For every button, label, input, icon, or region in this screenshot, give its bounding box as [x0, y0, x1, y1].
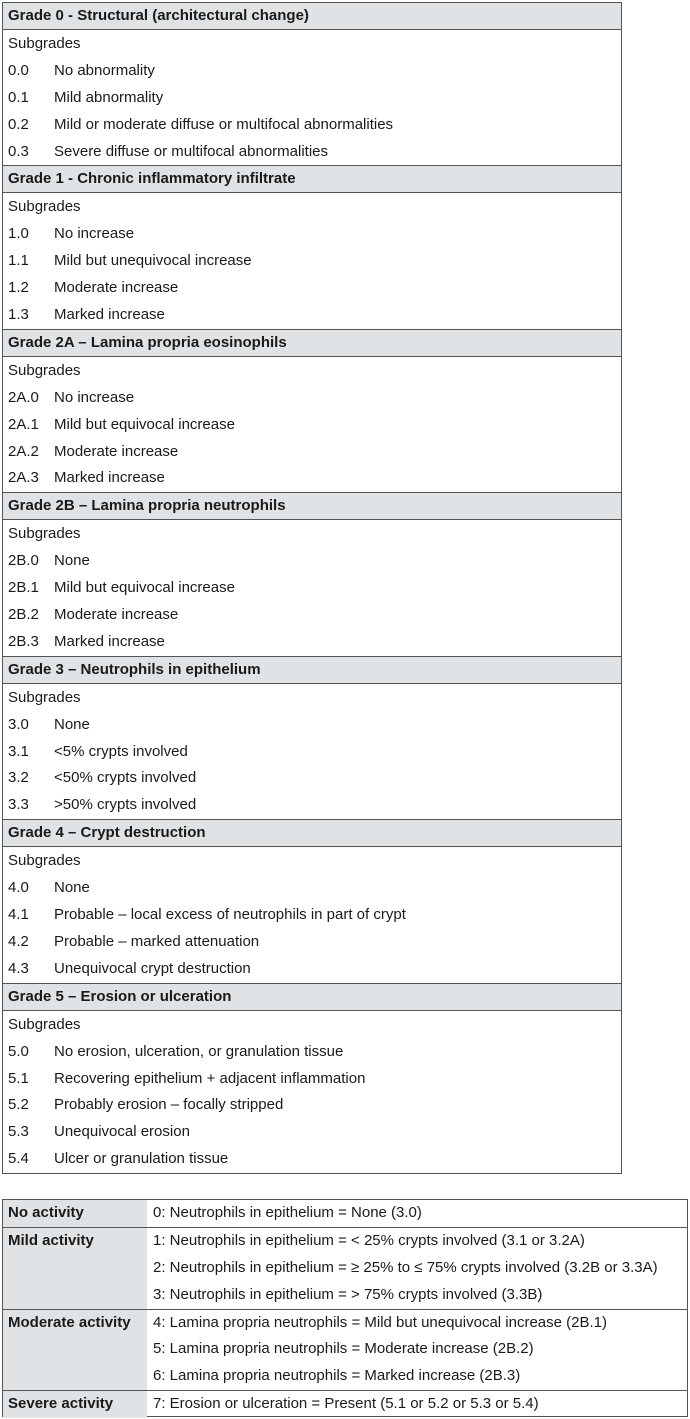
subgrade-row: [3, 956, 621, 983]
subgrade-code: 2B.2: [8, 606, 39, 624]
subgrade-code: 0.3: [8, 142, 29, 160]
activity-item: 3: Neutrophils in epithelium = > 75% crypts involved (3.3B): [153, 1285, 543, 1303]
subgrade-code: 3.1: [8, 742, 29, 760]
subgrade-code: 5.3: [8, 1123, 29, 1141]
subgrade-text: None: [54, 715, 90, 733]
activity-group: [3, 1227, 687, 1309]
subgrade-text: Recovering epithelium + adjacent inflammation: [54, 1069, 366, 1087]
subgrade-text: Severe diffuse or multifocal abnormalities: [54, 142, 329, 160]
grade-body: [3, 30, 621, 165]
subgrade-code: 2B.3: [8, 632, 39, 650]
subgrade-code: 2B.0: [8, 552, 39, 570]
subgrade-code: 3.3: [8, 796, 29, 814]
subgrade-text: Mild but unequivocal increase: [54, 252, 252, 270]
grade-header: Grade 2B – Lamina propria neutrophils: [3, 492, 621, 520]
subgrade-code: 1.1: [8, 252, 29, 270]
subgrade-code: 4.2: [8, 932, 29, 950]
subgrade-text: Probable – local excess of neutrophils in part of crypt: [54, 906, 406, 924]
grade-block: [3, 656, 621, 819]
subgrade-row: [3, 85, 621, 112]
subgrade-text: Mild but equivocal increase: [54, 579, 235, 597]
grade-body: [3, 847, 621, 982]
subgrade-text: Probably erosion – focally stripped: [54, 1096, 284, 1114]
grade-body: [3, 520, 621, 655]
subgrade-row: [3, 1092, 621, 1119]
activity-group: [3, 1200, 687, 1227]
grade-header: Grade 4 – Crypt destruction: [3, 819, 621, 847]
activity-item: 6: Lamina propria neutrophils = Marked increase (2B.3): [153, 1367, 521, 1385]
subgrade-text: Unequivocal erosion: [54, 1123, 190, 1141]
activity-item: 7: Erosion or ulceration = Present (5.1 or 5.2 or 5.3 or 5.4): [153, 1395, 539, 1413]
subgrade-text: Ulcer or granulation tissue: [54, 1150, 229, 1168]
subgrade-code: 2A.0: [8, 388, 39, 406]
subgrade-code: 5.0: [8, 1042, 29, 1060]
activity-items: [147, 1310, 687, 1391]
grade-body: [3, 684, 621, 819]
grade-header: Grade 3 – Neutrophils in epithelium: [3, 656, 621, 684]
subgrade-code: 0.0: [8, 61, 29, 79]
activity-item: 0: Neutrophils in epithelium = None (3.0): [153, 1204, 422, 1221]
subgrade-row: [3, 1066, 621, 1093]
subgrade-code: 2B.1: [8, 579, 39, 597]
subgrade-text: Mild but equivocal increase: [54, 415, 235, 433]
subgrade-row: [3, 739, 621, 766]
subgrades-label: Subgrades: [8, 361, 81, 379]
subgrades-label: Subgrades: [8, 198, 81, 216]
grade-block: [3, 983, 621, 1173]
subgrade-text: No erosion, ulceration, or granulation tissue: [54, 1042, 344, 1060]
subgrade-code: 5.4: [8, 1150, 29, 1168]
subgrade-row: [3, 765, 621, 792]
subgrade-text: No increase: [54, 225, 135, 243]
subgrade-code: 4.0: [8, 879, 29, 897]
activity-group: [3, 1309, 687, 1391]
subgrade-text: Moderate increase: [54, 606, 179, 624]
subgrade-code: 1.2: [8, 279, 29, 297]
subgrade-row: [3, 792, 621, 819]
subgrade-row: [3, 1146, 621, 1173]
activity-label: Severe activity: [3, 1391, 147, 1418]
subgrade-text: Moderate increase: [54, 279, 179, 297]
subgrade-code: 4.3: [8, 959, 29, 977]
activity-label: Mild activity: [3, 1228, 147, 1309]
subgrade-text: <50% crypts involved: [54, 769, 197, 787]
subgrade-row: [3, 58, 621, 85]
activity-label: No activity: [3, 1200, 147, 1227]
subgrade-row: [3, 248, 621, 275]
grade-block: [3, 492, 621, 655]
grade-body: [3, 357, 621, 492]
subgrade-row: [3, 712, 621, 739]
subgrade-row: [3, 875, 621, 902]
grade-block: [3, 819, 621, 982]
subgrade-code: 2A.3: [8, 469, 39, 487]
activity-item: 1: Neutrophils in epithelium = < 25% crypts involved (3.1 or 3.2A): [153, 1231, 585, 1249]
subgrade-code: 4.1: [8, 906, 29, 924]
subgrade-row: [3, 629, 621, 656]
subgrade-text: Marked increase: [54, 306, 165, 324]
grade-body: [3, 1011, 621, 1173]
grade-block: [3, 329, 621, 492]
subgrade-text: >50% crypts involved: [54, 796, 197, 814]
grade-header: Grade 5 – Erosion or ulceration: [3, 983, 621, 1011]
subgrade-text: Marked increase: [54, 469, 165, 487]
grade-header: Grade 2A – Lamina propria eosinophils: [3, 329, 621, 357]
subgrade-code: 1.3: [8, 306, 29, 324]
activity-label: Moderate activity: [3, 1310, 147, 1391]
subgrade-text: Unequivocal crypt destruction: [54, 959, 251, 977]
grade-body: [3, 193, 621, 328]
subgrade-code: 2A.2: [8, 442, 39, 460]
grades-table: [2, 2, 622, 1174]
subgrade-row: [3, 275, 621, 302]
subgrade-text: <5% crypts involved: [54, 742, 188, 760]
subgrade-row: [3, 412, 621, 439]
subgrade-row: [3, 1039, 621, 1066]
subgrade-row: [3, 302, 621, 329]
subgrade-row: [3, 1119, 621, 1146]
subgrades-label: Subgrades: [8, 688, 81, 706]
subgrade-text: Marked increase: [54, 632, 165, 650]
subgrade-row: [3, 548, 621, 575]
subgrade-row: [3, 602, 621, 629]
subgrade-row: [3, 465, 621, 492]
subgrade-row: [3, 385, 621, 412]
grade-header: Grade 1 - Chronic inflammatory infiltrate: [3, 165, 621, 193]
subgrade-text: Probable – marked attenuation: [54, 932, 260, 950]
subgrade-code: 2A.1: [8, 415, 39, 433]
subgrade-text: No increase: [54, 388, 135, 406]
subgrades-label: Subgrades: [8, 852, 81, 870]
subgrade-text: Mild abnormality: [54, 88, 164, 106]
subgrades-label: Subgrades: [8, 35, 81, 52]
subgrade-row: [3, 139, 621, 166]
grade-block: [3, 3, 621, 165]
subgrade-row: [3, 929, 621, 956]
subgrade-row: [3, 439, 621, 466]
subgrade-text: None: [54, 552, 90, 570]
subgrade-text: Moderate increase: [54, 442, 179, 460]
activity-group: [3, 1390, 687, 1418]
activity-item: 4: Lamina propria neutrophils = Mild but unequivocal increase (2B.1): [153, 1313, 608, 1331]
grade-block: [3, 165, 621, 328]
activity-items: [147, 1228, 687, 1309]
subgrades-label: Subgrades: [8, 1015, 81, 1033]
subgrade-row: [3, 112, 621, 139]
subgrade-row: [3, 221, 621, 248]
activity-item: 5: Lamina propria neutrophils = Moderate increase (2B.2): [153, 1340, 534, 1358]
subgrade-text: Mild or moderate diffuse or multifocal abnormalities: [54, 115, 394, 133]
subgrade-code: 0.2: [8, 115, 29, 133]
subgrade-code: 3.0: [8, 715, 29, 733]
subgrade-row: [3, 575, 621, 602]
subgrade-code: 5.1: [8, 1069, 29, 1087]
activity-table: [2, 1199, 688, 1417]
activity-items: [147, 1200, 687, 1227]
subgrade-code: 3.2: [8, 769, 29, 787]
subgrade-code: 0.1: [8, 88, 29, 106]
subgrade-text: No abnormality: [54, 61, 155, 79]
subgrades-label: Subgrades: [8, 525, 81, 543]
subgrade-text: None: [54, 879, 90, 897]
grade-header: Grade 0 - Structural (architectural change): [3, 3, 621, 30]
subgrade-code: 5.2: [8, 1096, 29, 1114]
subgrade-code: 1.0: [8, 225, 29, 243]
activity-items: [147, 1391, 687, 1418]
activity-item: 2: Neutrophils in epithelium = ≥ 25% to ≤ 75% crypts involved (3.2B or 3.3A): [153, 1258, 658, 1276]
subgrade-row: [3, 902, 621, 929]
